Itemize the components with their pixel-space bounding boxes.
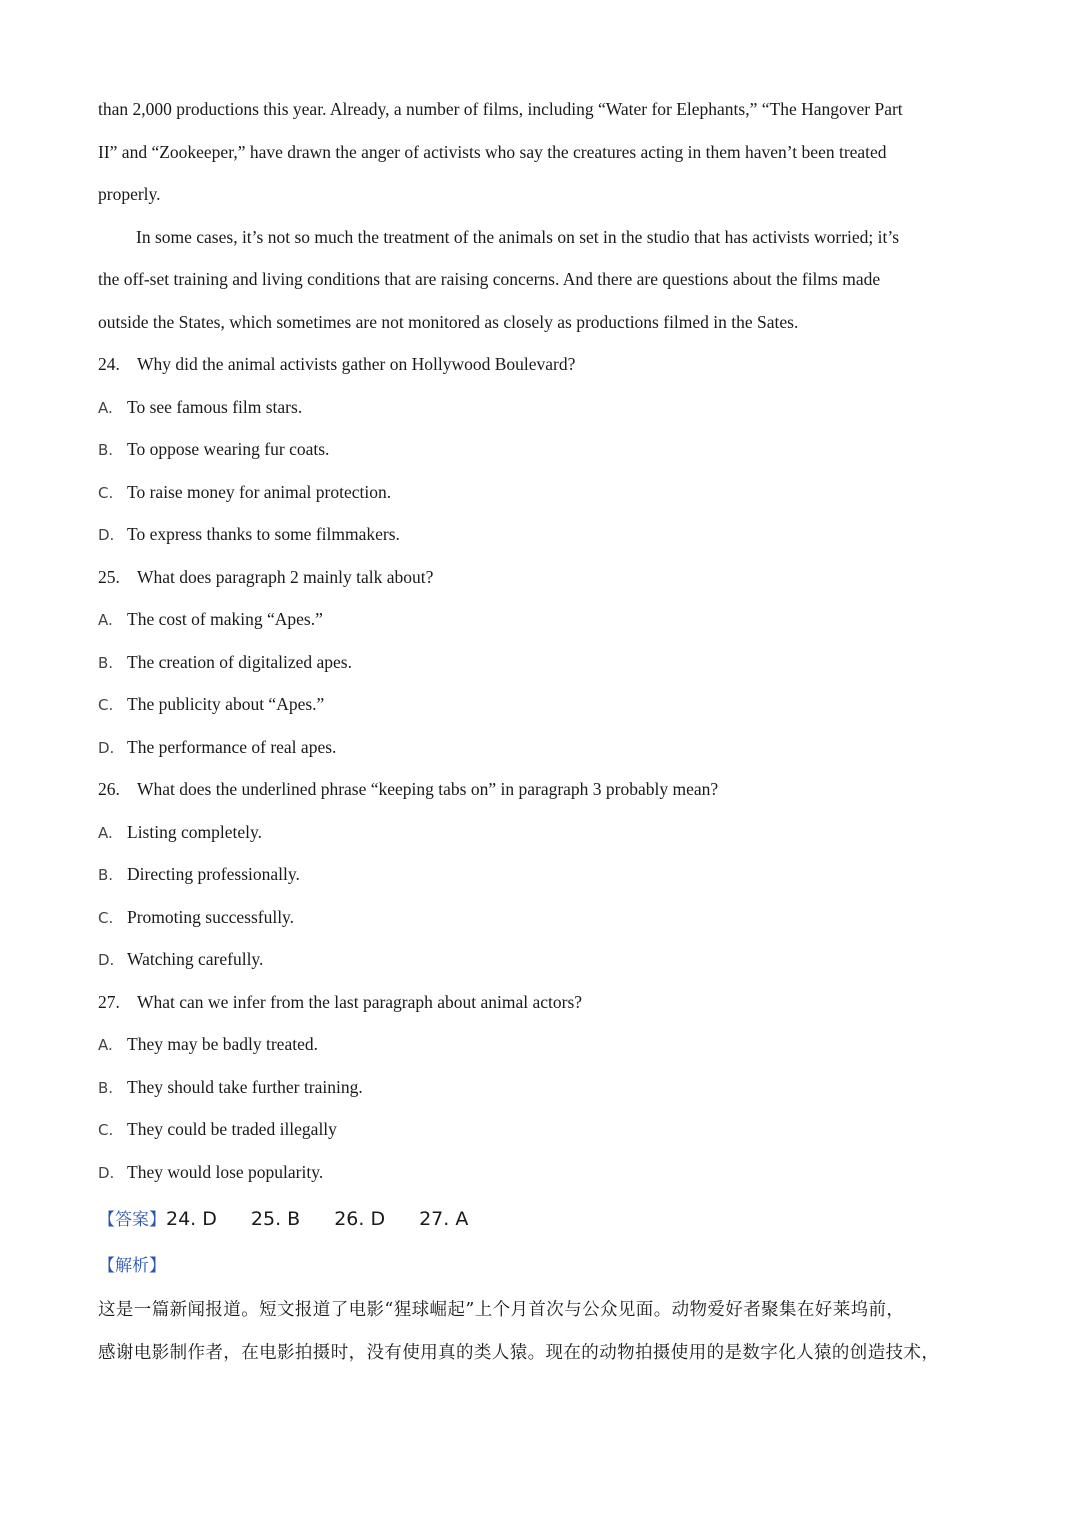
option-text: The performance of real apes. (127, 736, 337, 757)
option-text: Listing completely. (127, 821, 262, 842)
option-letter: B. (98, 866, 114, 884)
option-letter: B. (98, 1078, 114, 1097)
question-24 (98, 343, 988, 556)
option-text: The cost of making “Apes.” (127, 609, 323, 629)
analysis-line: 感谢电影制作者，在电影拍摄时，没有使用真的类人猿。现在的动物拍摄使用的是数字化人猿的创造技术， (98, 1343, 940, 1363)
option-c (98, 896, 988, 939)
question-stem (98, 556, 988, 599)
option-text: To express thanks to some filmmakers. (127, 524, 400, 544)
option-letter: D. (98, 951, 115, 969)
question-number: 24. (98, 354, 120, 374)
question-stem (98, 768, 988, 811)
analysis-line: 这是一篇新闻报道。短文报道了电影“猩球崛起”上个月首次与公众见面。动物爱好者聚集在好莱坞前， (98, 1300, 905, 1320)
option-a (98, 811, 988, 854)
option-c (98, 1108, 988, 1151)
option-text: Promoting successfully. (127, 906, 295, 927)
answer-item: 26. D (334, 1208, 386, 1230)
option-text: To oppose wearing fur coats. (127, 439, 330, 459)
option-d (98, 513, 988, 556)
question-27 (98, 981, 988, 1194)
option-letter: C. (98, 696, 114, 714)
passage-line: than 2,000 productions this year. Already, a number of films, including “Water for Elephants,” “The Hangover Part (98, 99, 903, 119)
option-d (98, 1151, 988, 1194)
answer-item: 24. D (166, 1208, 217, 1230)
option-b (98, 853, 988, 896)
question-stem (98, 981, 988, 1024)
option-letter: C. (98, 1121, 114, 1139)
option-b (98, 428, 988, 471)
option-letter: D. (98, 526, 115, 544)
question-number: 26. (98, 779, 120, 799)
passage-line: properly. (98, 184, 161, 204)
passage-line: II” and “Zookeeper,” have drawn the anger of activists who say the creatures acting in them haven’t been treated (98, 141, 887, 162)
answer-item: 27. A (419, 1208, 469, 1230)
passage-line: In some cases, it’s not so much the treatment of the animals on set in the studio that has activists worried; it’s (136, 226, 900, 247)
option-letter: D. (98, 1163, 115, 1182)
question-text: What can we infer from the last paragraph about animal actors? (137, 991, 583, 1012)
passage-paragraph-1 (98, 88, 988, 216)
question-25 (98, 556, 988, 769)
option-text: They may be badly treated. (127, 1034, 318, 1054)
passage-line: the off-set training and living conditions that are raising concerns. And there are questions about the films made (98, 269, 881, 289)
option-letter: D. (98, 738, 115, 757)
option-a (98, 1023, 988, 1066)
answer-item: 25. B (250, 1208, 301, 1230)
question-number: 25. (98, 566, 120, 587)
option-d (98, 938, 988, 981)
option-text: To raise money for animal protection. (127, 481, 392, 502)
option-text: To see famous film stars. (127, 396, 303, 417)
option-a (98, 386, 988, 429)
analysis-label: 【解析】 (98, 1256, 166, 1276)
option-letter: C. (98, 483, 114, 502)
option-c (98, 683, 988, 726)
option-text: They should take further training. (127, 1076, 363, 1097)
option-letter: A. (98, 1036, 113, 1054)
option-letter: C. (98, 908, 114, 927)
question-text: Why did the animal activists gather on Hollywood Boulevard? (137, 354, 576, 374)
option-text: The creation of digitalized apes. (127, 651, 352, 672)
option-c (98, 471, 988, 514)
option-a (98, 598, 988, 641)
passage-paragraph-2 (98, 216, 988, 344)
option-text: They would lose popularity. (127, 1161, 324, 1182)
option-b (98, 641, 988, 684)
option-b (98, 1066, 988, 1109)
question-stem (98, 343, 988, 386)
question-number: 27. (98, 991, 120, 1012)
option-letter: A. (98, 823, 113, 842)
question-text: What does paragraph 2 mainly talk about? (137, 566, 434, 587)
document-page (98, 88, 988, 1375)
option-text: They could be traded illegally (127, 1119, 337, 1139)
option-text: The publicity about “Apes.” (127, 694, 325, 714)
question-26 (98, 768, 988, 981)
passage-line: outside the States, which sometimes are not monitored as closely as productions filmed in the Sates. (98, 311, 799, 332)
answer-row (98, 1195, 988, 1243)
option-letter: A. (98, 398, 113, 417)
option-letter: A. (98, 611, 113, 629)
option-letter: B. (98, 653, 114, 672)
option-text: Watching carefully. (127, 949, 264, 969)
option-d (98, 726, 988, 769)
option-text: Directing professionally. (127, 864, 300, 884)
option-letter: B. (98, 441, 114, 459)
answer-label: 【答案】 (98, 1210, 166, 1230)
question-text: What does the underlined phrase “keeping tabs on” in paragraph 3 probably mean? (137, 779, 719, 799)
